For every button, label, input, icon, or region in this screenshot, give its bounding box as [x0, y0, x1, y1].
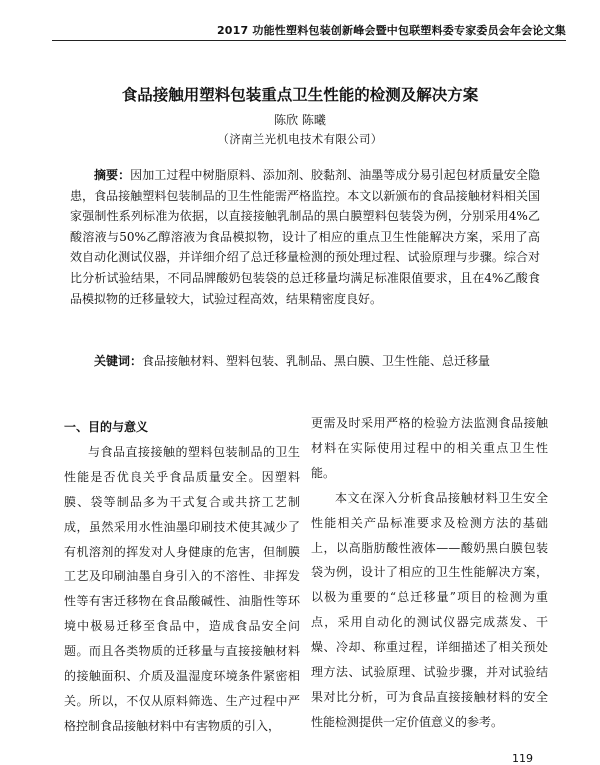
left-column	[64, 415, 300, 739]
paper-authors: 陈欣 陈曦	[274, 113, 326, 127]
body-paragraph: 更需及时采用严格的检验方法监测食品接触材料在实际使用过程中的相关重点卫生性能。	[311, 416, 548, 480]
abstract-text: 因加工过程中树脂原料、添加剂、胶黏剂、油墨等成分易引起包材质量安全隐患，食品接触塑料包装制品的卫生性能需严格监控。本文以新颁布的食品接触材料相关国家强制性系列标准为依据，以直接接触乳制品的黑白膜塑料包装袋为例，分别采用4%乙酸溶液与50%乙醇溶液为食品模拟物，设计了相应的重点卫生性能解决方案，采用了高效自动化测试仪器，并详细介绍了总迁移量检测的预处理过程、试验原理与步骤。综合对比分析试验结果，不同品牌酸奶包装袋的总迁移量均满足标准限值要求，且在4%乙酸食品模拟物的迁移量较大，试验过程高效，结果精密度良好。	[70, 168, 540, 306]
abstract-label: 摘要：	[94, 168, 131, 182]
abstract	[70, 165, 540, 309]
keywords-text: 食品接触材料、塑料包装、乳制品、黑白膜、卫生性能、总迁移量	[142, 354, 491, 368]
running-header: 2017 功能性塑料包装创新峰会暨中包联塑料委专家委员会年会论文集	[216, 24, 566, 37]
header-divider	[52, 40, 566, 41]
section-heading: 一、目的与意义	[64, 420, 149, 434]
body-paragraph: 与食品直接接触的塑料包装制品的卫生性能是否优良关乎食品质量安全。因塑料膜、袋等制品多为干式复合或共挤工艺制成，虽然采用水性油墨印刷技术使其减少了有机溶剂的挥发对人身健康的危害，但制膜工艺及印刷油墨自身引入的不溶性、非挥发性等有害迁移物在食品酸碱性、油脂性等环境中极易迁移至食品中，造成食品安全问题。而且各类物质的迁移量与直接接触材料的接触面积、介质及温湿度环境条件紧密相关。所以，不仅从原料筛选、生产过程中严格控制食品接触材料中有害物质的引入，	[64, 444, 300, 733]
paper-title: 食品接触用塑料包装重点卫生性能的检测及解决方案	[121, 86, 479, 104]
keywords-label: 关键词：	[94, 354, 143, 368]
paper-affiliation: （济南兰光机电技术有限公司）	[217, 132, 383, 146]
body-paragraph: 本文在深入分析食品接触材料卫生安全性能相关产品标准要求及检测方法的基础上，以高脂肪酸性液体——酸奶黑白膜包装袋为例，设计了相应的卫生性能解决方案，以极为重要的“总迁移量”项目的检测为重点，采用自动化的测试仪器完成蒸发、干燥、冷却、称重过程，详细描述了相关预处理方法、试验原理、试验步骤，并对试验结果对比分析，可为食品直接接触材料的安全性能检测提供一定价值意义的参考。	[311, 490, 548, 729]
right-column	[311, 411, 548, 735]
keywords	[70, 351, 540, 372]
page-number: 119	[512, 752, 533, 765]
